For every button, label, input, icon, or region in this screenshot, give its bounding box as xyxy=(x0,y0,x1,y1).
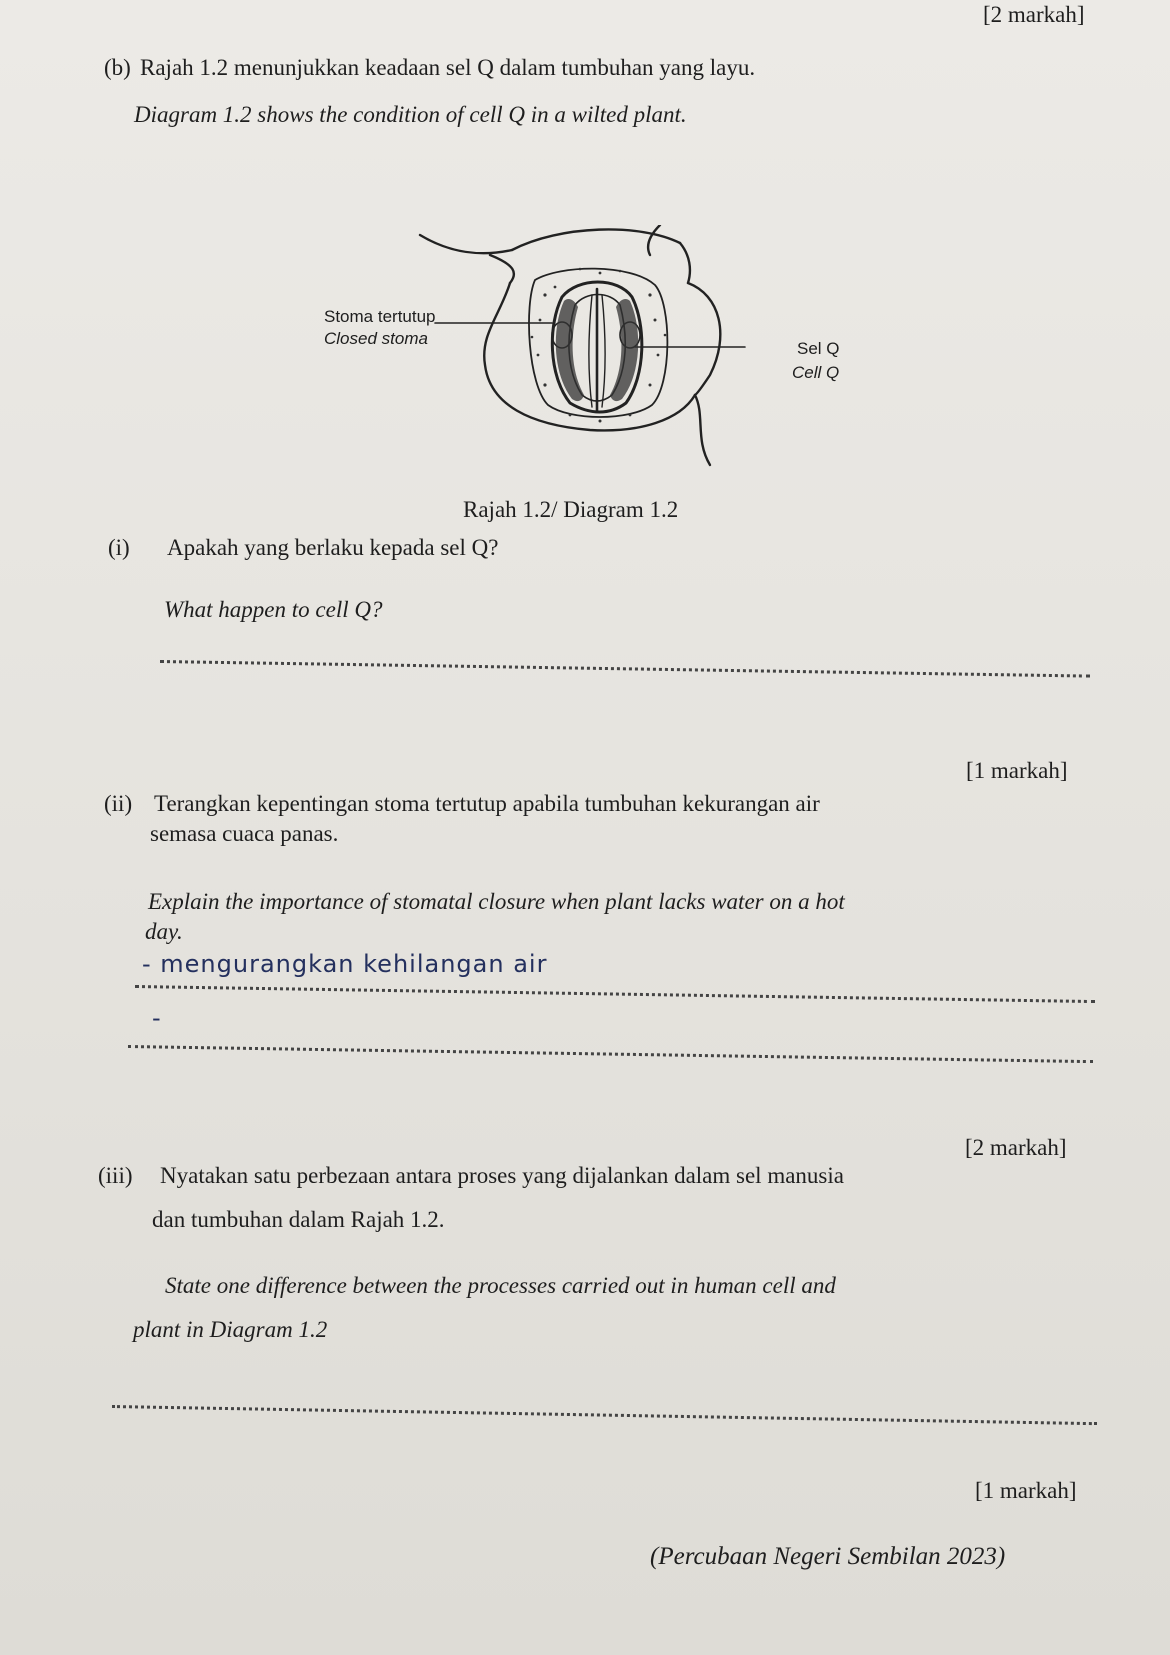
stoma-cell-drawing xyxy=(300,225,880,475)
q3-marks: [1 markah] xyxy=(975,1478,1077,1503)
q1-answer-line[interactable] xyxy=(160,660,1090,678)
q2-answer-line-1[interactable] xyxy=(135,985,1095,1003)
q3-malay-line2: dan tumbuhan dalam Rajah 1.2. xyxy=(152,1207,445,1232)
part-b-label: (b) xyxy=(104,55,131,80)
q2-answer-handwriting-1: - mengurangkan kehilangan air xyxy=(142,950,548,978)
label-cell-q-english: Cell Q xyxy=(792,363,840,382)
q2-answer-handwriting-2: - xyxy=(152,1004,162,1032)
q2-answer-line-2[interactable] xyxy=(128,1045,1093,1063)
q1-marks: [1 markah] xyxy=(966,758,1068,783)
label-closed-stoma-english: Closed stoma xyxy=(324,329,428,348)
label-cell-q-malay: Sel Q xyxy=(797,339,840,358)
q1-number: (i) xyxy=(108,535,130,560)
part-b-english: Diagram 1.2 shows the condition of cell Q in a wilted plant. xyxy=(134,102,687,127)
part-b-malay: Rajah 1.2 menunjukkan keadaan sel Q dalam tumbuhan yang layu. xyxy=(140,55,756,80)
q3-malay-line1: Nyatakan satu perbezaan antara proses yang dijalankan dalam sel manusia xyxy=(160,1163,844,1188)
q3-english-line1: State one difference between the processes carried out in human cell and xyxy=(165,1273,836,1298)
q2-english-line2: day. xyxy=(145,919,183,944)
diagram-caption: Rajah 1.2/ Diagram 1.2 xyxy=(463,497,679,522)
q2-malay-line2: semasa cuaca panas. xyxy=(150,821,339,846)
q2-marks: [2 markah] xyxy=(965,1135,1067,1160)
source-citation: (Percubaan Negeri Sembilan 2023) xyxy=(650,1543,1006,1570)
label-closed-stoma-malay: Stoma tertutup xyxy=(324,307,436,326)
q2-malay-line1: Terangkan kepentingan stoma tertutup apabila tumbuhan kekurangan air xyxy=(154,791,820,816)
q1-english: What happen to cell Q? xyxy=(164,597,383,622)
q1-malay: Apakah yang berlaku kepada sel Q? xyxy=(167,535,499,560)
q2-number: (ii) xyxy=(104,791,133,816)
marks-top: [2 markah] xyxy=(983,2,1085,27)
q3-english-line2: plant in Diagram 1.2 xyxy=(133,1317,328,1342)
q3-answer-line[interactable] xyxy=(112,1405,1097,1425)
q2-english-line1: Explain the importance of stomatal closure when plant lacks water on a hot xyxy=(148,889,845,914)
stoma-diagram xyxy=(300,225,880,475)
q3-number: (iii) xyxy=(98,1163,133,1188)
